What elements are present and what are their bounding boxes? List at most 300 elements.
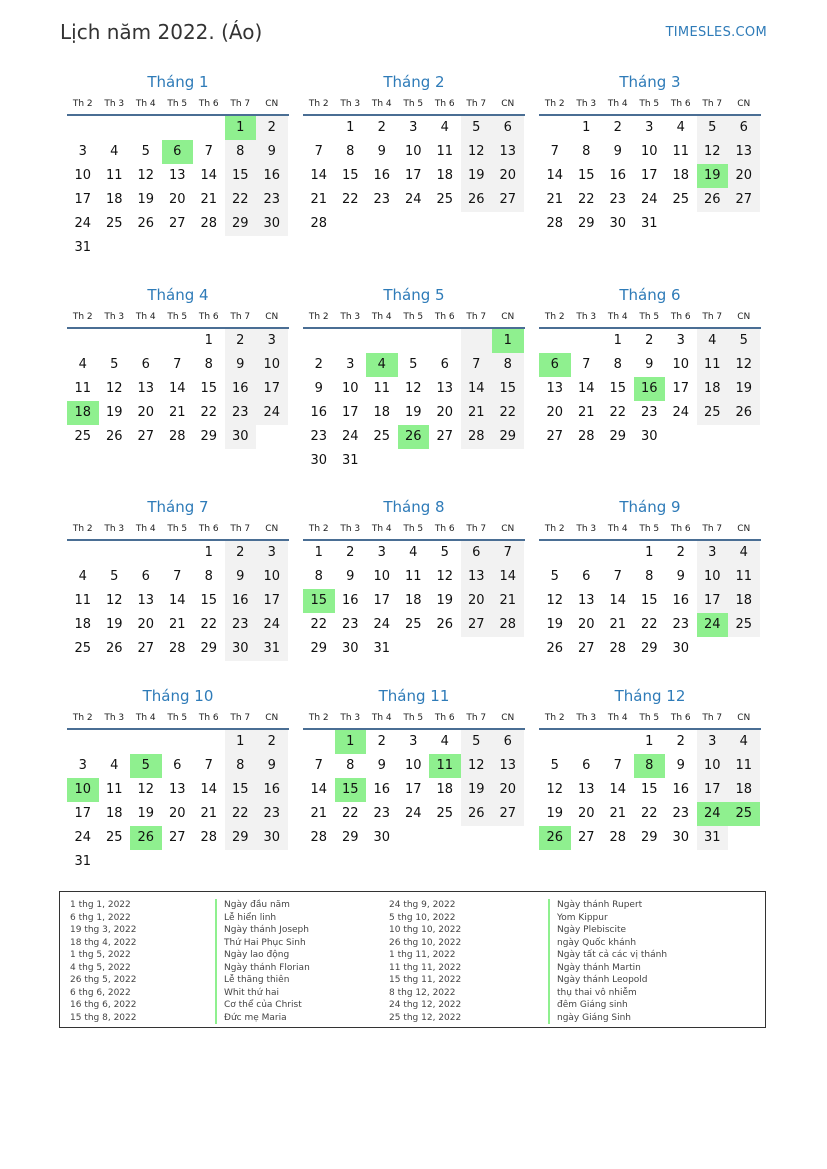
day-cell[interactable]: 9: [676, 569, 685, 584]
day-cell[interactable]: 5: [728, 329, 760, 353]
day-cell[interactable]: 18: [74, 617, 92, 632]
day-cell[interactable]: 21: [577, 405, 595, 420]
day-cell[interactable]: 26: [546, 641, 564, 656]
day-cell[interactable]: 10: [404, 144, 422, 159]
day-cell[interactable]: 11: [373, 381, 391, 396]
day-cell[interactable]: 13: [577, 593, 595, 608]
day-cell[interactable]: 18: [697, 377, 729, 401]
day-cell[interactable]: 20: [168, 806, 186, 821]
day-cell[interactable]: 24: [697, 613, 729, 637]
day-cell[interactable]: 10: [341, 381, 359, 396]
day-cell[interactable]: 15: [492, 377, 524, 401]
day-cell[interactable]: 27: [492, 802, 524, 826]
day-cell[interactable]: 7: [314, 758, 323, 773]
day-cell[interactable]: 17: [404, 168, 422, 183]
day-cell[interactable]: 1: [314, 545, 323, 560]
day-cell[interactable]: 3: [697, 541, 729, 565]
day-cell[interactable]: 23: [310, 429, 328, 444]
day-cell[interactable]: 15: [341, 168, 359, 183]
day-cell[interactable]: 5: [550, 758, 559, 773]
day-cell[interactable]: 24: [404, 192, 422, 207]
day-cell[interactable]: 30: [225, 425, 257, 449]
day-cell[interactable]: 25: [74, 429, 92, 444]
day-cell[interactable]: 9: [314, 381, 323, 396]
day-cell[interactable]: 23: [373, 806, 391, 821]
day-cell[interactable]: 29: [609, 429, 627, 444]
day-cell[interactable]: 4: [728, 730, 760, 754]
day-cell[interactable]: 2: [645, 333, 654, 348]
day-cell[interactable]: 3: [697, 730, 729, 754]
day-cell[interactable]: 5: [461, 116, 493, 140]
day-cell[interactable]: 30: [672, 641, 690, 656]
day-cell[interactable]: 2: [314, 357, 323, 372]
day-cell[interactable]: 16: [341, 593, 359, 608]
day-cell[interactable]: 11: [429, 754, 461, 778]
day-cell[interactable]: 12: [728, 353, 760, 377]
day-cell[interactable]: 26: [436, 617, 454, 632]
day-cell[interactable]: 8: [645, 569, 654, 584]
day-cell[interactable]: 20: [546, 405, 564, 420]
day-cell[interactable]: 4: [110, 144, 119, 159]
day-cell[interactable]: 12: [137, 782, 155, 797]
day-cell[interactable]: 21: [200, 806, 218, 821]
day-cell[interactable]: 7: [204, 144, 213, 159]
day-cell[interactable]: 17: [256, 377, 288, 401]
day-cell[interactable]: 21: [310, 806, 328, 821]
day-cell[interactable]: 6: [440, 357, 449, 372]
day-cell[interactable]: 3: [409, 734, 418, 749]
day-cell[interactable]: 8: [346, 144, 355, 159]
day-cell[interactable]: 9: [225, 353, 257, 377]
day-cell[interactable]: 15: [200, 381, 218, 396]
day-cell[interactable]: 12: [461, 754, 493, 778]
day-cell[interactable]: 25: [697, 401, 729, 425]
day-cell[interactable]: 31: [373, 641, 391, 656]
day-cell[interactable]: 16: [672, 782, 690, 797]
day-cell[interactable]: 18: [728, 589, 760, 613]
day-cell[interactable]: 17: [697, 589, 729, 613]
day-cell[interactable]: 6: [141, 569, 150, 584]
day-cell[interactable]: 13: [168, 168, 186, 183]
day-cell[interactable]: 1: [204, 333, 213, 348]
day-cell[interactable]: 1: [645, 545, 654, 560]
day-cell[interactable]: 14: [310, 168, 328, 183]
day-cell[interactable]: 23: [225, 613, 257, 637]
day-cell[interactable]: 1: [645, 734, 654, 749]
day-cell[interactable]: 7: [613, 758, 622, 773]
day-cell[interactable]: 9: [377, 144, 386, 159]
day-cell[interactable]: 30: [256, 826, 288, 850]
day-cell[interactable]: 4: [110, 758, 119, 773]
day-cell[interactable]: 24: [74, 216, 92, 231]
day-cell[interactable]: 2: [256, 730, 288, 754]
day-cell[interactable]: 21: [168, 405, 186, 420]
day-cell[interactable]: 29: [200, 429, 218, 444]
day-cell[interactable]: 19: [105, 405, 123, 420]
day-cell[interactable]: 7: [492, 541, 524, 565]
day-cell[interactable]: 20: [577, 806, 595, 821]
day-cell[interactable]: 16: [256, 778, 288, 802]
day-cell[interactable]: 10: [67, 778, 99, 802]
day-cell[interactable]: 29: [225, 826, 257, 850]
day-cell[interactable]: 5: [409, 357, 418, 372]
day-cell[interactable]: 15: [640, 593, 658, 608]
site-link[interactable]: TIMESLES.COM: [665, 25, 767, 40]
day-cell[interactable]: 19: [546, 617, 564, 632]
day-cell[interactable]: 7: [173, 357, 182, 372]
day-cell[interactable]: 1: [613, 333, 622, 348]
day-cell[interactable]: 21: [310, 192, 328, 207]
day-cell[interactable]: 15: [640, 782, 658, 797]
day-cell[interactable]: 11: [404, 569, 422, 584]
day-cell[interactable]: 21: [461, 401, 493, 425]
day-cell[interactable]: 16: [373, 782, 391, 797]
day-cell[interactable]: 25: [436, 806, 454, 821]
day-cell[interactable]: 14: [492, 565, 524, 589]
day-cell[interactable]: 16: [225, 589, 257, 613]
day-cell[interactable]: 19: [697, 164, 729, 188]
day-cell[interactable]: 25: [728, 802, 760, 826]
day-cell[interactable]: 19: [105, 617, 123, 632]
day-cell[interactable]: 19: [546, 806, 564, 821]
day-cell[interactable]: 15: [577, 168, 595, 183]
day-cell[interactable]: 10: [697, 754, 729, 778]
day-cell[interactable]: 28: [310, 216, 328, 231]
day-cell[interactable]: 10: [256, 565, 288, 589]
day-cell[interactable]: 9: [377, 758, 386, 773]
day-cell[interactable]: 7: [550, 144, 559, 159]
day-cell[interactable]: 17: [256, 589, 288, 613]
day-cell[interactable]: 25: [373, 429, 391, 444]
day-cell[interactable]: 20: [492, 164, 524, 188]
day-cell[interactable]: 12: [546, 593, 564, 608]
day-cell[interactable]: 13: [728, 140, 760, 164]
day-cell[interactable]: 1: [335, 730, 367, 754]
day-cell[interactable]: 27: [461, 613, 493, 637]
day-cell[interactable]: 27: [436, 429, 454, 444]
day-cell[interactable]: 8: [582, 144, 591, 159]
day-cell[interactable]: 15: [303, 589, 335, 613]
day-cell[interactable]: 27: [546, 429, 564, 444]
day-cell[interactable]: 29: [640, 830, 658, 845]
day-cell[interactable]: 31: [640, 216, 658, 231]
day-cell[interactable]: 17: [373, 593, 391, 608]
day-cell[interactable]: 27: [577, 830, 595, 845]
day-cell[interactable]: 10: [672, 357, 690, 372]
day-cell[interactable]: 28: [609, 641, 627, 656]
day-cell[interactable]: 6: [492, 730, 524, 754]
day-cell[interactable]: 2: [225, 541, 257, 565]
day-cell[interactable]: 16: [256, 164, 288, 188]
day-cell[interactable]: 8: [314, 569, 323, 584]
day-cell[interactable]: 11: [74, 381, 92, 396]
day-cell[interactable]: 11: [728, 565, 760, 589]
day-cell[interactable]: 12: [436, 569, 454, 584]
day-cell[interactable]: 24: [341, 429, 359, 444]
day-cell[interactable]: 6: [582, 758, 591, 773]
day-cell[interactable]: 29: [640, 641, 658, 656]
day-cell[interactable]: 16: [672, 593, 690, 608]
day-cell[interactable]: 27: [168, 216, 186, 231]
day-cell[interactable]: 13: [546, 381, 564, 396]
day-cell[interactable]: 15: [200, 593, 218, 608]
day-cell[interactable]: 27: [577, 641, 595, 656]
day-cell[interactable]: 15: [609, 381, 627, 396]
day-cell[interactable]: 21: [168, 617, 186, 632]
day-cell[interactable]: 1: [582, 120, 591, 135]
day-cell[interactable]: 18: [105, 192, 123, 207]
day-cell[interactable]: 8: [346, 758, 355, 773]
day-cell[interactable]: 13: [436, 381, 454, 396]
day-cell[interactable]: 29: [492, 425, 524, 449]
day-cell[interactable]: 14: [168, 381, 186, 396]
day-cell[interactable]: 11: [672, 144, 690, 159]
day-cell[interactable]: 28: [168, 429, 186, 444]
day-cell[interactable]: 18: [436, 168, 454, 183]
day-cell[interactable]: 23: [256, 802, 288, 826]
day-cell[interactable]: 6: [461, 541, 493, 565]
day-cell[interactable]: 10: [74, 168, 92, 183]
day-cell[interactable]: 30: [609, 216, 627, 231]
day-cell[interactable]: 24: [640, 192, 658, 207]
day-cell[interactable]: 4: [78, 569, 87, 584]
day-cell[interactable]: 17: [74, 192, 92, 207]
day-cell[interactable]: 17: [697, 778, 729, 802]
day-cell[interactable]: 7: [461, 353, 493, 377]
day-cell[interactable]: 9: [613, 144, 622, 159]
day-cell[interactable]: 30: [225, 637, 257, 661]
day-cell[interactable]: 19: [137, 192, 155, 207]
day-cell[interactable]: 4: [676, 120, 685, 135]
day-cell[interactable]: 16: [634, 377, 666, 401]
day-cell[interactable]: 6: [492, 116, 524, 140]
day-cell[interactable]: 13: [492, 140, 524, 164]
day-cell[interactable]: 4: [440, 734, 449, 749]
day-cell[interactable]: 22: [609, 405, 627, 420]
day-cell[interactable]: 29: [341, 830, 359, 845]
day-cell[interactable]: 29: [577, 216, 595, 231]
day-cell[interactable]: 23: [373, 192, 391, 207]
day-cell[interactable]: 23: [256, 188, 288, 212]
day-cell[interactable]: 7: [204, 758, 213, 773]
day-cell[interactable]: 24: [404, 806, 422, 821]
day-cell[interactable]: 23: [640, 405, 658, 420]
day-cell[interactable]: 5: [461, 730, 493, 754]
day-cell[interactable]: 28: [200, 216, 218, 231]
day-cell[interactable]: 17: [672, 381, 690, 396]
day-cell[interactable]: 13: [137, 593, 155, 608]
day-cell[interactable]: 23: [672, 617, 690, 632]
day-cell[interactable]: 31: [74, 240, 92, 255]
day-cell[interactable]: 16: [225, 377, 257, 401]
day-cell[interactable]: 6: [173, 758, 182, 773]
day-cell[interactable]: 2: [676, 734, 685, 749]
day-cell[interactable]: 18: [728, 778, 760, 802]
day-cell[interactable]: 11: [697, 353, 729, 377]
day-cell[interactable]: 7: [613, 569, 622, 584]
day-cell[interactable]: 6: [539, 353, 571, 377]
day-cell[interactable]: 12: [105, 381, 123, 396]
day-cell[interactable]: 16: [609, 168, 627, 183]
day-cell[interactable]: 21: [546, 192, 564, 207]
day-cell[interactable]: 4: [697, 329, 729, 353]
day-cell[interactable]: 12: [105, 593, 123, 608]
day-cell[interactable]: 22: [492, 401, 524, 425]
day-cell[interactable]: 2: [256, 116, 288, 140]
day-cell[interactable]: 5: [110, 569, 119, 584]
day-cell[interactable]: 2: [377, 734, 386, 749]
day-cell[interactable]: 8: [225, 140, 257, 164]
day-cell[interactable]: 14: [200, 782, 218, 797]
day-cell[interactable]: 14: [168, 593, 186, 608]
day-cell[interactable]: 22: [310, 617, 328, 632]
day-cell[interactable]: 5: [141, 144, 150, 159]
day-cell[interactable]: 3: [676, 333, 685, 348]
day-cell[interactable]: 10: [404, 758, 422, 773]
day-cell[interactable]: 22: [200, 617, 218, 632]
day-cell[interactable]: 19: [461, 164, 493, 188]
day-cell[interactable]: 3: [409, 120, 418, 135]
day-cell[interactable]: 22: [577, 192, 595, 207]
day-cell[interactable]: 4: [440, 120, 449, 135]
day-cell[interactable]: 8: [204, 569, 213, 584]
day-cell[interactable]: 4: [78, 357, 87, 372]
day-cell[interactable]: 18: [404, 593, 422, 608]
day-cell[interactable]: 3: [78, 758, 87, 773]
day-cell[interactable]: 27: [168, 830, 186, 845]
day-cell[interactable]: 2: [676, 545, 685, 560]
day-cell[interactable]: 18: [67, 401, 99, 425]
day-cell[interactable]: 22: [341, 806, 359, 821]
day-cell[interactable]: 22: [200, 405, 218, 420]
day-cell[interactable]: 30: [341, 641, 359, 656]
day-cell[interactable]: 25: [105, 216, 123, 231]
day-cell[interactable]: 25: [436, 192, 454, 207]
day-cell[interactable]: 2: [377, 120, 386, 135]
day-cell[interactable]: 23: [609, 192, 627, 207]
day-cell[interactable]: 7: [582, 357, 591, 372]
day-cell[interactable]: 11: [105, 168, 123, 183]
day-cell[interactable]: 8: [613, 357, 622, 372]
day-cell[interactable]: 8: [634, 754, 666, 778]
day-cell[interactable]: 2: [346, 545, 355, 560]
day-cell[interactable]: 2: [225, 329, 257, 353]
day-cell[interactable]: 12: [546, 782, 564, 797]
day-cell[interactable]: 26: [539, 826, 571, 850]
day-cell[interactable]: 24: [256, 613, 288, 637]
day-cell[interactable]: 26: [105, 641, 123, 656]
day-cell[interactable]: 27: [492, 188, 524, 212]
day-cell[interactable]: 14: [461, 377, 493, 401]
day-cell[interactable]: 31: [341, 453, 359, 468]
day-cell[interactable]: 26: [697, 188, 729, 212]
day-cell[interactable]: 8: [492, 353, 524, 377]
day-cell[interactable]: 24: [74, 830, 92, 845]
day-cell[interactable]: 27: [137, 429, 155, 444]
day-cell[interactable]: 12: [404, 381, 422, 396]
day-cell[interactable]: 3: [78, 144, 87, 159]
day-cell[interactable]: 19: [436, 593, 454, 608]
day-cell[interactable]: 30: [256, 212, 288, 236]
day-cell[interactable]: 1: [225, 116, 257, 140]
day-cell[interactable]: 17: [640, 168, 658, 183]
day-cell[interactable]: 4: [409, 545, 418, 560]
day-cell[interactable]: 28: [168, 641, 186, 656]
day-cell[interactable]: 29: [310, 641, 328, 656]
day-cell[interactable]: 29: [225, 212, 257, 236]
day-cell[interactable]: 13: [137, 381, 155, 396]
day-cell[interactable]: 25: [672, 192, 690, 207]
day-cell[interactable]: 20: [461, 589, 493, 613]
day-cell[interactable]: 17: [404, 782, 422, 797]
day-cell[interactable]: 20: [577, 617, 595, 632]
day-cell[interactable]: 25: [728, 613, 760, 637]
day-cell[interactable]: 3: [256, 541, 288, 565]
day-cell[interactable]: 21: [609, 806, 627, 821]
day-cell[interactable]: 13: [577, 782, 595, 797]
day-cell[interactable]: 28: [492, 613, 524, 637]
day-cell[interactable]: 30: [672, 830, 690, 845]
day-cell[interactable]: 28: [546, 216, 564, 231]
day-cell[interactable]: 22: [225, 188, 257, 212]
day-cell[interactable]: 20: [137, 405, 155, 420]
day-cell[interactable]: 13: [461, 565, 493, 589]
day-cell[interactable]: 7: [173, 569, 182, 584]
day-cell[interactable]: 3: [256, 329, 288, 353]
day-cell[interactable]: 22: [640, 617, 658, 632]
day-cell[interactable]: 28: [200, 830, 218, 845]
day-cell[interactable]: 18: [373, 405, 391, 420]
day-cell[interactable]: 24: [672, 405, 690, 420]
day-cell[interactable]: 14: [310, 782, 328, 797]
day-cell[interactable]: 3: [377, 545, 386, 560]
day-cell[interactable]: 26: [130, 826, 162, 850]
day-cell[interactable]: 12: [697, 140, 729, 164]
day-cell[interactable]: 18: [105, 806, 123, 821]
day-cell[interactable]: 14: [577, 381, 595, 396]
day-cell[interactable]: 11: [74, 593, 92, 608]
day-cell[interactable]: 1: [492, 329, 524, 353]
day-cell[interactable]: 25: [404, 617, 422, 632]
day-cell[interactable]: 8: [204, 357, 213, 372]
day-cell[interactable]: 11: [728, 754, 760, 778]
day-cell[interactable]: 27: [137, 641, 155, 656]
day-cell[interactable]: 26: [461, 802, 493, 826]
day-cell[interactable]: 28: [310, 830, 328, 845]
day-cell[interactable]: 6: [582, 569, 591, 584]
day-cell[interactable]: 1: [204, 545, 213, 560]
day-cell[interactable]: 23: [672, 806, 690, 821]
day-cell[interactable]: 9: [645, 357, 654, 372]
day-cell[interactable]: 17: [74, 806, 92, 821]
day-cell[interactable]: 9: [225, 565, 257, 589]
day-cell[interactable]: 10: [373, 569, 391, 584]
day-cell[interactable]: 5: [550, 569, 559, 584]
day-cell[interactable]: 26: [137, 216, 155, 231]
day-cell[interactable]: 9: [256, 754, 288, 778]
day-cell[interactable]: 6: [728, 116, 760, 140]
day-cell[interactable]: 30: [310, 453, 328, 468]
day-cell[interactable]: 28: [461, 425, 493, 449]
day-cell[interactable]: 12: [461, 140, 493, 164]
day-cell[interactable]: 31: [74, 854, 92, 869]
day-cell[interactable]: 17: [341, 405, 359, 420]
day-cell[interactable]: 13: [492, 754, 524, 778]
day-cell[interactable]: 7: [314, 144, 323, 159]
day-cell[interactable]: 5: [697, 116, 729, 140]
day-cell[interactable]: 4: [728, 541, 760, 565]
day-cell[interactable]: 19: [137, 806, 155, 821]
